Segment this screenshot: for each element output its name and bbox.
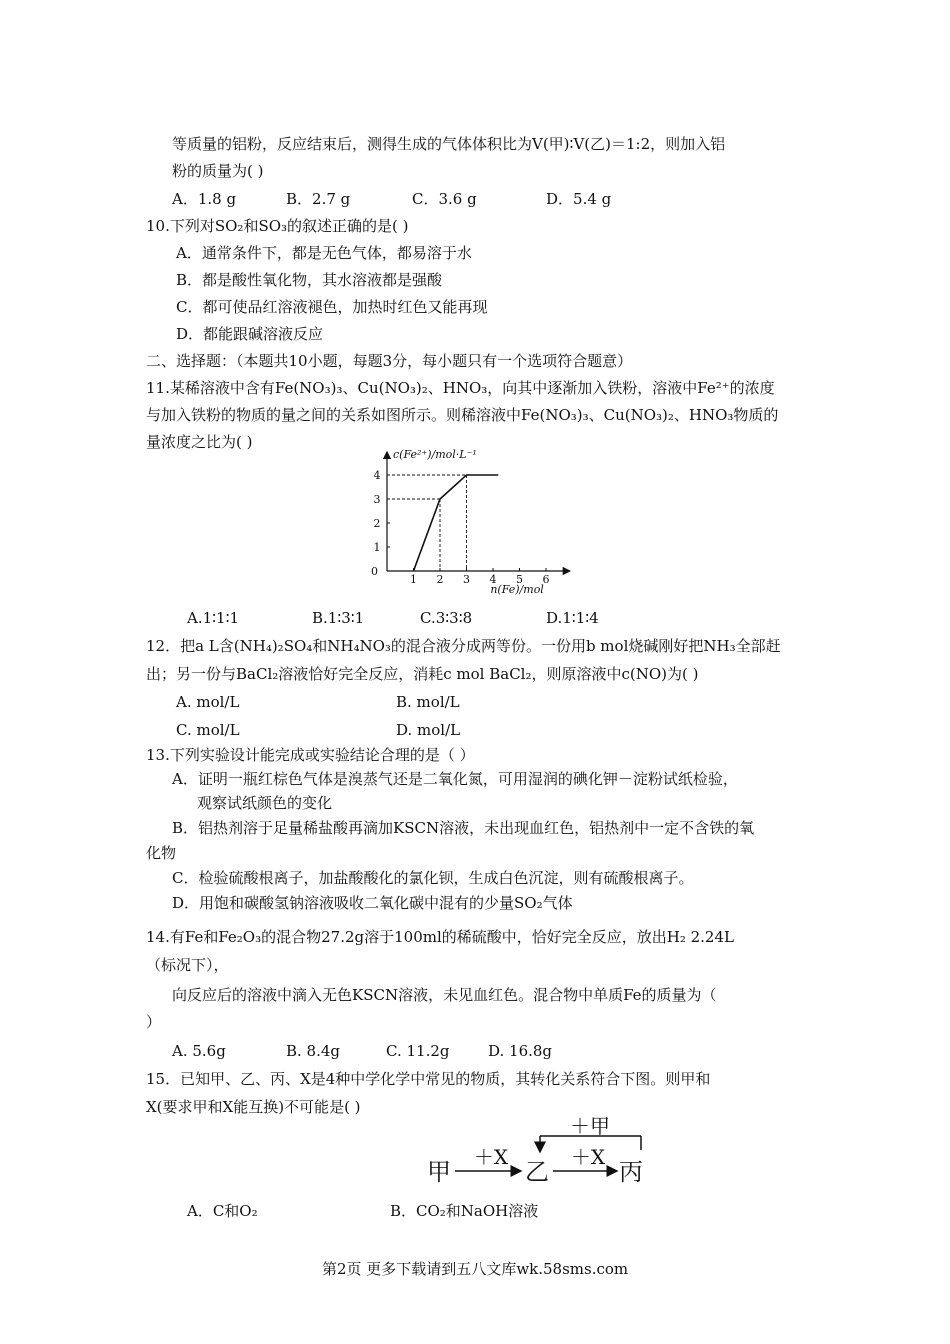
q9-option-c: C．3.6 g bbox=[412, 190, 477, 208]
q9-option-d: D．5.4 g bbox=[546, 190, 612, 208]
plus-x-label-1: ＋X bbox=[473, 1145, 509, 1169]
q9-line2: 粉的质量为( ) bbox=[172, 162, 264, 180]
q14-line2: （标况下）， bbox=[146, 956, 229, 974]
q11-option-c: C.3∶3∶8 bbox=[420, 609, 473, 627]
x-axis-label: n(Fe)/mol bbox=[490, 583, 544, 596]
x-tick-label: 5 bbox=[516, 573, 523, 586]
y-tick-label: 3 bbox=[373, 493, 381, 506]
q15-option-a: A．C和O₂ bbox=[187, 1202, 258, 1220]
q11-option-a: A.1∶1∶1 bbox=[187, 609, 240, 627]
page-footer: 第2页 更多下载请到五八文库wk.58sms.com bbox=[322, 1260, 629, 1278]
x-tick-label: 2 bbox=[436, 573, 444, 586]
q13-option-b-line1: B．铝热剂溶于足量稀盐酸再滴加KSCN溶液，未出现血红色，铝热剂中一定不含铁的氧 bbox=[172, 819, 755, 837]
q13-option-b-line2: 化物 bbox=[146, 844, 177, 862]
q12-option-a: A. mol/L bbox=[176, 693, 240, 711]
y-tick-label: 2 bbox=[373, 517, 381, 530]
q15-diagram bbox=[425, 1116, 655, 1192]
plus-jia-label: ＋甲 bbox=[570, 1116, 610, 1138]
q14-option-d: D. 16.8g bbox=[488, 1042, 553, 1060]
q13-option-a-line1: A．证明一瓶红棕色气体是溴蒸气还是二氧化氮，可用湿润的碘化钾－淀粉试纸检验， bbox=[172, 770, 738, 788]
yi-label: 乙 bbox=[525, 1158, 549, 1186]
q15-line1: 15．已知甲、乙、丙、X是4种中学化学中常见的物质，其转化关系符合下图。则甲和 bbox=[146, 1070, 711, 1088]
q11-line2: 与加入铁粉的物质的量之间的关系如图所示。则稀溶液中Fe(NO₃)₃、Cu(NO₃)₂、HNO₃物质的 bbox=[146, 406, 779, 424]
q12-line2: 出；另一份与BaCl₂溶液恰好完全反应，消耗c mol BaCl₂，则原溶液中c(NO)为( ) bbox=[146, 665, 699, 683]
q11-chart bbox=[355, 444, 605, 602]
x-tick-label: 3 bbox=[463, 573, 470, 586]
y-tick-label: 1 bbox=[373, 541, 381, 554]
q13-option-c: C．检验硫酸根离子，加盐酸酸化的氯化钡，生成白色沉淀，则有硫酸根离子。 bbox=[172, 869, 694, 887]
y-axis-label: c(Fe²⁺)/mol·L⁻¹ bbox=[393, 448, 477, 461]
q9-option-a: A．1.8 g bbox=[172, 190, 237, 208]
section-2-heading: 二、选择题：（本题共10小题，每题3分，每小题只有一个选项符合题意） bbox=[146, 352, 633, 370]
q11-option-d: D.1∶1∶4 bbox=[546, 609, 599, 627]
q15-option-b: B．CO₂和NaOH溶液 bbox=[390, 1202, 539, 1220]
q10-option-b: B．都是酸性氧化物，其水溶液都是强酸 bbox=[176, 271, 443, 289]
q15-line2: X(要求甲和X能互换)不可能是( ) bbox=[146, 1098, 361, 1116]
bing-label: 丙 bbox=[619, 1158, 643, 1186]
q13-option-d: D．用饱和碳酸氢钠溶液吸收二氧化碳中混有的少量SO₂气体 bbox=[172, 894, 573, 912]
series-line-fe2plus bbox=[414, 475, 499, 571]
q10-stem: 10.下列对SO₂和SO₃的叙述正确的是( ) bbox=[146, 217, 409, 235]
q13-stem: 13.下列实验设计能完成或实验结论合理的是（ ） bbox=[146, 746, 475, 764]
plus-x-label-2: ＋X bbox=[570, 1145, 606, 1169]
x-tick-label: 1 bbox=[410, 573, 417, 586]
origin-label: 0 bbox=[371, 565, 378, 578]
q14-line4: ） bbox=[146, 1013, 162, 1031]
jia-label: 甲 bbox=[427, 1158, 451, 1186]
q13-option-a-line2: 观察试纸颜色的变化 bbox=[197, 794, 333, 812]
q14-option-a: A. 5.6g bbox=[172, 1042, 226, 1060]
q14-option-b: B. 8.4g bbox=[286, 1042, 341, 1060]
q10-option-c: C．都可使品红溶液褪色，加热时红色又能再现 bbox=[176, 298, 488, 316]
x-tick-label: 6 bbox=[542, 573, 550, 586]
q14-line3: 向反应后的溶液中滴入无色KSCN溶液，未见血红色。混合物中单质Fe的质量为（ bbox=[172, 986, 717, 1004]
q12-option-b: B. mol/L bbox=[396, 693, 460, 711]
q11-option-b: B.1∶3∶1 bbox=[312, 609, 365, 627]
q11-line1: 11.某稀溶液中含有Fe(NO₃)₃、Cu(NO₃)₂、HNO₃，向其中逐渐加入铁粉，溶液中Fe²⁺的浓度 bbox=[146, 379, 775, 397]
q10-option-a: A．通常条件下，都是无色气体，都易溶于水 bbox=[176, 244, 472, 262]
q12-option-d: D. mol/L bbox=[396, 721, 461, 739]
q12-option-c: C. mol/L bbox=[176, 721, 240, 739]
q9-line1: 等质量的铝粉，反应结束后，测得生成的气体体积比为V(甲)∶V(乙)＝1:2，则加入铝 bbox=[172, 135, 726, 153]
q12-line1: 12．把a L含(NH₄)₂SO₄和NH₄NO₃的混合液分成两等份。一份用b mol烧碱刚好把NH₃全部赶 bbox=[146, 637, 781, 655]
q14-line1: 14.有Fe和Fe₂O₃的混合物27.2g溶于100ml的稀硫酸中，恰好完全反应，放出H₂ 2.24L bbox=[146, 928, 734, 946]
q9-option-b: B．2.7 g bbox=[286, 190, 351, 208]
q10-option-d: D．都能跟碱溶液反应 bbox=[176, 325, 324, 343]
q14-option-c: C. 11.2g bbox=[386, 1042, 450, 1060]
x-tick-label: 4 bbox=[489, 573, 497, 586]
q11-line3: 量浓度之比为( ) bbox=[146, 433, 253, 451]
y-tick-label: 4 bbox=[373, 469, 381, 482]
